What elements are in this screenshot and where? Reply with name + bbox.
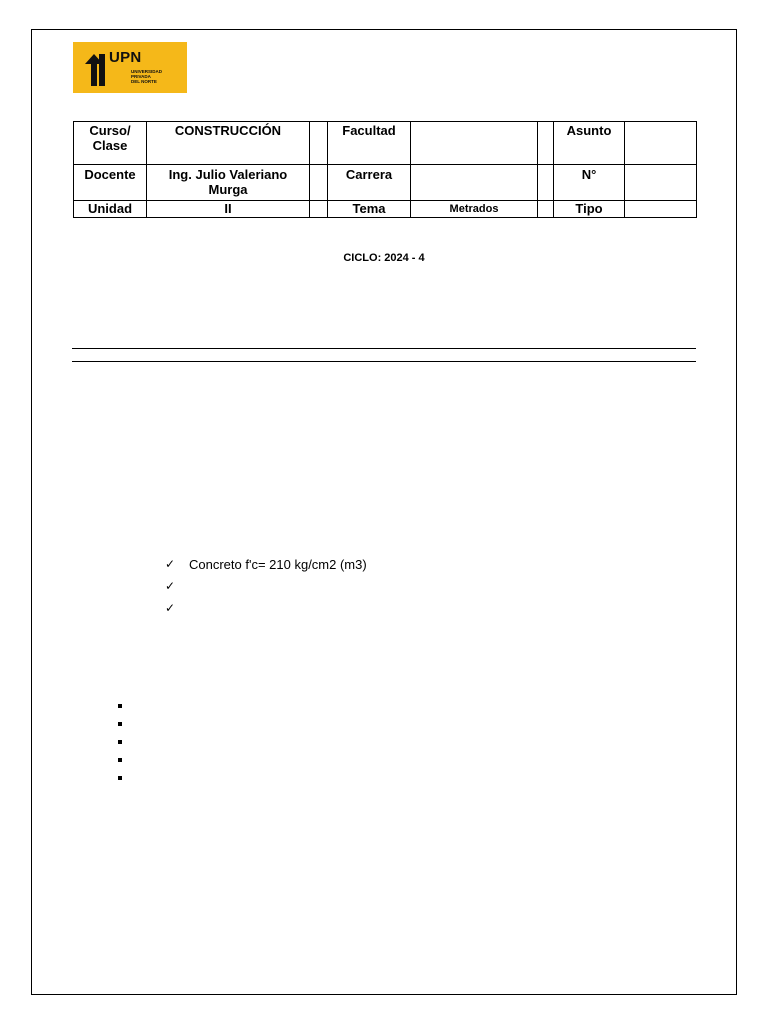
table-row xyxy=(74,165,697,201)
divider-line xyxy=(72,348,696,349)
table-row xyxy=(74,122,697,165)
list-item-text: Concreto f'c= 210 kg/cm2 (m3) xyxy=(189,556,367,572)
square-bullet-icon xyxy=(118,722,122,726)
list-item xyxy=(118,697,122,715)
subject-label: Asunto xyxy=(554,122,625,165)
list-item xyxy=(165,575,367,597)
teacher-label: Docente xyxy=(74,165,147,201)
unit-value: II xyxy=(147,201,310,218)
teacher-value: Ing. Julio Valeriano Murga xyxy=(147,165,310,201)
square-bullet-icon xyxy=(118,740,122,744)
topic-label: Tema xyxy=(328,201,411,218)
type-label: Tipo xyxy=(554,201,625,218)
list-item xyxy=(118,715,122,733)
list-item xyxy=(118,769,122,787)
type-value xyxy=(625,201,697,218)
square-bullet-icon xyxy=(118,776,122,780)
check-icon: ✓ xyxy=(165,579,176,593)
table-row xyxy=(74,201,697,218)
number-label: N° xyxy=(554,165,625,201)
list-item xyxy=(118,751,122,769)
course-info-table xyxy=(73,121,697,218)
career-value xyxy=(411,165,538,201)
check-icon: ✓ xyxy=(165,601,176,615)
divider-line xyxy=(72,361,696,362)
logo-subtitle: UNIVERSIDAD PRIVADA DEL NORTE xyxy=(131,69,163,84)
spacer-cell xyxy=(310,165,328,201)
course-value: CONSTRUCCIÓN xyxy=(147,122,310,165)
logo-wordmark: UPN xyxy=(109,49,142,66)
spacer-cell xyxy=(538,165,554,201)
upn-logo xyxy=(73,42,187,93)
check-icon: ✓ xyxy=(165,557,176,571)
career-label: Carrera xyxy=(328,165,411,201)
spacer-cell xyxy=(538,122,554,165)
checklist xyxy=(165,553,367,619)
faculty-label: Facultad xyxy=(328,122,411,165)
spacer-cell xyxy=(310,201,328,218)
course-label: Curso/ Clase xyxy=(74,122,147,165)
number-value xyxy=(625,165,697,201)
cycle-heading: CICLO: 2024 - 4 xyxy=(343,252,425,264)
spacer-cell xyxy=(538,201,554,218)
spacer-cell xyxy=(310,122,328,165)
list-item xyxy=(118,733,122,751)
square-bullet-icon xyxy=(118,704,122,708)
list-item xyxy=(165,597,367,619)
faculty-value xyxy=(411,122,538,165)
list-item xyxy=(165,553,367,575)
bullet-list xyxy=(118,697,122,787)
unit-label: Unidad xyxy=(74,201,147,218)
square-bullet-icon xyxy=(118,758,122,762)
topic-value: Metrados xyxy=(411,201,538,218)
subject-value xyxy=(625,122,697,165)
